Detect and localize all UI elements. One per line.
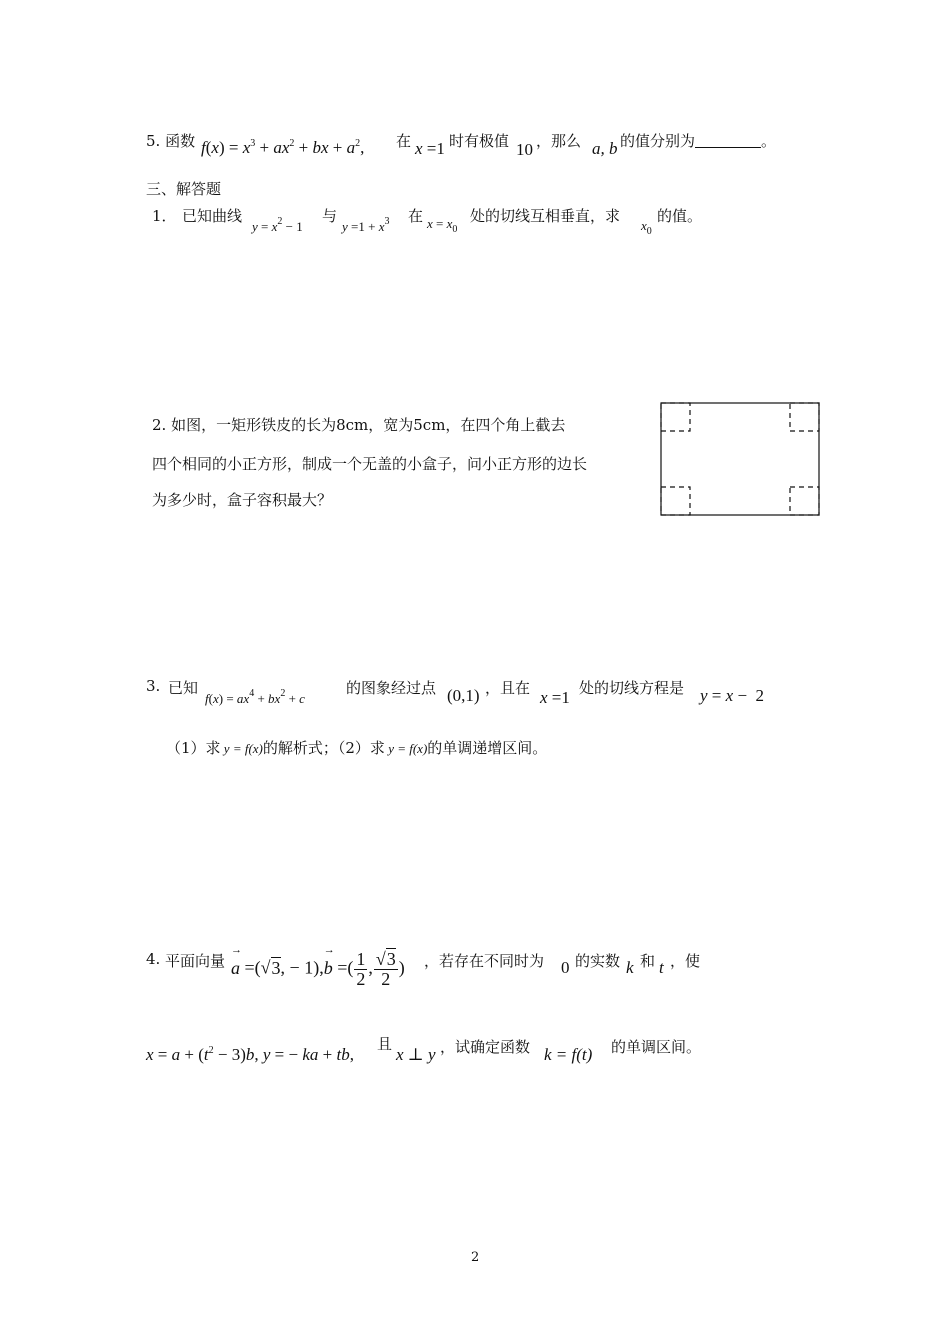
p1-in: 在 <box>408 207 424 225</box>
p4-perp: x ⊥ y <box>396 1045 436 1064</box>
p4-number: 4. <box>146 950 161 968</box>
p4-k: k <box>626 958 634 977</box>
p1-text-1: 已知曲线 <box>182 207 243 225</box>
corner-square-bottom-right <box>790 487 819 515</box>
p3-text-4: 处的切线方程是 <box>579 679 685 697</box>
p4-text-1: 平面向量 <box>165 952 226 970</box>
p3-sub2-end: 的单调递增区间。 <box>427 739 548 757</box>
p3-function: $f(x) = ax^4 + bx^2 + c$ <box>205 688 305 706</box>
corner-square-top-left <box>661 403 690 431</box>
p1-point: $x = x_0$ <box>427 216 458 235</box>
p4-zero: 0 <box>561 958 570 977</box>
p4-text-4: ，使 <box>670 952 701 970</box>
q5-prefix: 函数 <box>165 132 196 150</box>
p3-tangent: y = x − 2 <box>700 686 765 705</box>
q5-in: 在 <box>396 132 412 150</box>
q5-end: 。 <box>761 132 777 150</box>
q5-function: $f(x) = x^3 + ax^2$ + bx + $a^2$, <box>201 138 365 157</box>
p1-curve-2: $y =1 + x^3$ <box>342 216 390 234</box>
p1-text-2: 处的切线互相垂直，求 <box>470 207 621 225</box>
p4-text-5: ，试确定函数 <box>440 1038 531 1056</box>
p3-text-2: 的图象经过点 <box>346 679 437 697</box>
p3-text-1: 已知 <box>168 679 199 697</box>
p2-line-1: 2. 如图，一矩形铁皮的长为8cm，宽为5cm，在四个角上截去 <box>152 416 566 434</box>
p1-text-3: 的值。 <box>657 207 703 225</box>
section-title: 三、解答题 <box>146 180 222 198</box>
box-figure <box>660 402 822 518</box>
page-number: 2 <box>471 1250 480 1265</box>
sheet-outline <box>661 403 819 515</box>
p3-subquestions <box>166 737 547 758</box>
p4-text-2: ，若存在不同时为 <box>424 952 545 970</box>
q5-condition: x =1 <box>415 139 445 158</box>
p1-number: 1． <box>152 207 177 225</box>
p3-text-3: ，且在 <box>485 679 531 697</box>
corner-square-bottom-left <box>661 487 690 515</box>
q5-line <box>146 130 195 151</box>
p3-at: x =1 <box>540 688 570 707</box>
p4-t: t <box>659 958 664 977</box>
q5-then: ，那么 <box>536 132 582 150</box>
p2-line-3: 为多少时，盒子容积最大？ <box>152 491 333 509</box>
p2-line-2: 四个相同的小正方形，制成一个无盖的小盒子，问小正方形的边长 <box>152 455 588 473</box>
p4-vectors: → a =(√3, − 1),→ b =( $\frac{1}{2}$ , $\frac{√3}{2}$ ) <box>231 950 405 989</box>
p4-text-6: 的单调区间。 <box>611 1038 702 1056</box>
p1-var: $x_0$ <box>641 218 652 237</box>
p4-also: 且 <box>377 1035 393 1053</box>
q5-number: 5. <box>146 132 161 150</box>
p3-sub1-func: y = f(x) <box>220 741 263 756</box>
p4-definitions: $x = a + (t^2 - 3)b$, y = − ka + tb, <box>146 1045 354 1064</box>
p1-and: 与 <box>322 207 338 225</box>
p3-sub1: （1）求 <box>166 739 221 757</box>
p1-curve-1: $y = x^2 - 1$ <box>252 216 303 234</box>
p3-sub1-end: 的解析式；（2）求 <box>262 739 385 757</box>
p4-text-3: 的实数 <box>575 952 621 970</box>
q5-suffix <box>620 130 776 151</box>
q5-has-extremum: 时有极值 <box>449 132 510 150</box>
q5-suffix-text: 的值分别为 <box>620 132 696 150</box>
q5-vars: a, b <box>592 139 618 158</box>
q5-answer-blank[interactable] <box>695 133 761 148</box>
p3-sub2-func: y = f(x) <box>384 741 428 756</box>
p3-point: (0,1) <box>447 686 480 705</box>
q5-value: 10 <box>516 140 533 159</box>
p4-and: 和 <box>640 952 656 970</box>
corner-square-top-right <box>790 403 819 431</box>
p3-number: 3. <box>146 677 161 695</box>
p4-function: k = f(t) <box>544 1045 593 1064</box>
